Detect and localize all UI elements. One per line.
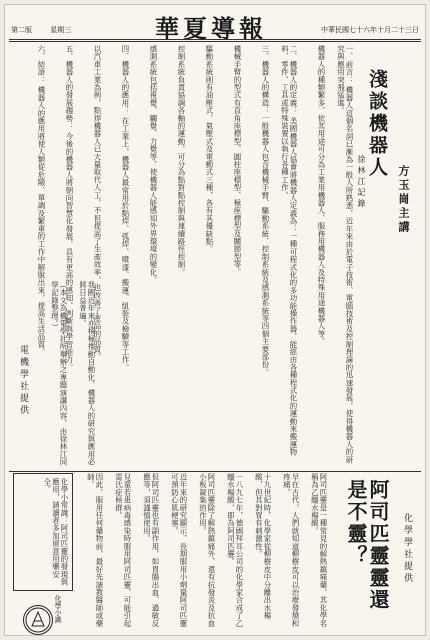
article-column: （本文為機電學社所舉辦之專題演講內容，由徐林江同學記錄整理。） [50, 281, 68, 466]
article-column: 機器人的種類繁多，依其用途可分為工業用機器人、服務用機器人及特殊用途機器人等。 [317, 45, 326, 346]
weekday-label: 星期三 [50, 26, 72, 34]
article-column: 五、機器人的發展趨勢： 今後的機器人將朝向智慧化發展，具有更高的感知、判斷與學習能力。 [65, 45, 74, 372]
chemistry-logo-icon [23, 605, 53, 635]
side-article-column: 十九世紀時，化學家從柳樹皮中分離出水楊酸，但其對胃有刺激性。 [254, 473, 272, 620]
publication-date: 中華民國七十六年十月二十三日 [321, 26, 419, 34]
section-divider [9, 471, 421, 472]
side-article-column: 近年來的研究顯示，長期服用小劑量阿司匹靈可預防心肌梗塞。 [170, 473, 188, 627]
masthead-rule [9, 39, 421, 42]
main-article-title: 淺談機器人 [366, 69, 388, 179]
masthead-left [11, 25, 87, 35]
side-article-column: 因此，服用任何藥物前，最好先請教醫師或藥師。 [86, 473, 104, 627]
side-article-credit: 化學學社提供 [402, 513, 412, 585]
side-article-column: 一八九七年，德國拜耳公司的化學家合成了乙醯水楊酸，即為阿司匹靈。 [226, 473, 244, 627]
logo-label: 化學小識 [54, 595, 62, 623]
article-column: 三、機器人的構造：一般機器人包含機械手臂、驅動系統、控制系統及感測系統等四個主要部份。 [261, 45, 270, 377]
main-article [13, 45, 419, 469]
side-article-column: 兒童若患病毒感染時服用阿司匹靈，可能引起雷氏症候群。 [114, 473, 132, 627]
masthead [5, 5, 425, 41]
section-label: 第二版 [11, 26, 32, 34]
article-column: 一、前言： 機器人這個名詞已漸為一般人所熟悉，近年來由於電子技術、電腦技術及控制理論的迅速發展，使得機器人的研究與應用突飛猛進。 [336, 45, 354, 464]
newspaper-page [4, 4, 426, 636]
article-column: 以汽車工業為例，點焊機器人已大量取代人工，不但提高了生產效率，也改善了產品的品質。 [93, 45, 102, 361]
side-article-column: 阿司匹靈是一種常見的解熱鎮痛藥，其化學名稱為乙醯水楊酸。 [310, 473, 328, 627]
article-column: 感測系統包括視覺、觸覺、力覺等，使機器人能感知外界環境的變化。 [149, 45, 158, 284]
side-article-column: 但阿司匹靈也有副作用，如胃腸出血、過敏反應等，須謹慎使用。 [142, 473, 160, 627]
lower-section [13, 473, 419, 633]
main-article-credit: 電機學社提供 [18, 345, 28, 417]
article-column: 驅動系統則有油壓式、氣壓式及電動式三種，各有其優缺點。 [205, 45, 214, 253]
article-column: 控制系統負責協調各軸的運動，可分為點對點控制與連續路徑控制。 [177, 45, 186, 276]
main-article-speaker: 方玉崗主講 [397, 165, 410, 235]
article-column: 六、結語： 機器人的應用將使人類從危險、單調及繁重的工作中解脫出來，提高生活品質。 [37, 45, 46, 356]
sidebar-box [13, 473, 73, 591]
article-column: 我國近年來亦積極推動自動化，機器人的研究與應用必將日益普遍。 [78, 281, 96, 466]
article-column: 二、機器人的定義： 美國機器人協會將機器人定義為：一種可程式化的多功能操作器，能經由各種程式化的運動來搬運物料、零件、工具或特殊裝置以執行各種工作。 [280, 45, 298, 456]
article-column: 四、機器人的應用： 在工業上，機器人最常用於點焊、弧焊、噴漆、搬運、組裝及檢驗等工作。 [121, 45, 130, 372]
newspaper-title: 華夏導報 [155, 14, 267, 43]
article-column: 機械手臂的型式有直角座標型、圓柱座標型、極座標型及關節型等。 [233, 45, 242, 276]
sidebar-box-text: 化學小常識：阿司匹靈的發現與應用，請讀者多加留意用藥安全。 [42, 478, 69, 586]
main-article-recorder: 徐林江記錄 [357, 155, 366, 210]
side-article-title: 阿司匹靈靈還是不靈？ [344, 479, 390, 611]
side-article-column: 早在古代，人們就知道柳樹皮可以治療發燒和疼痛。 [282, 473, 300, 627]
side-article-column: 阿司匹靈除了解熱鎮痛外，還有抗發炎及抗血小板凝集的作用。 [198, 473, 216, 627]
